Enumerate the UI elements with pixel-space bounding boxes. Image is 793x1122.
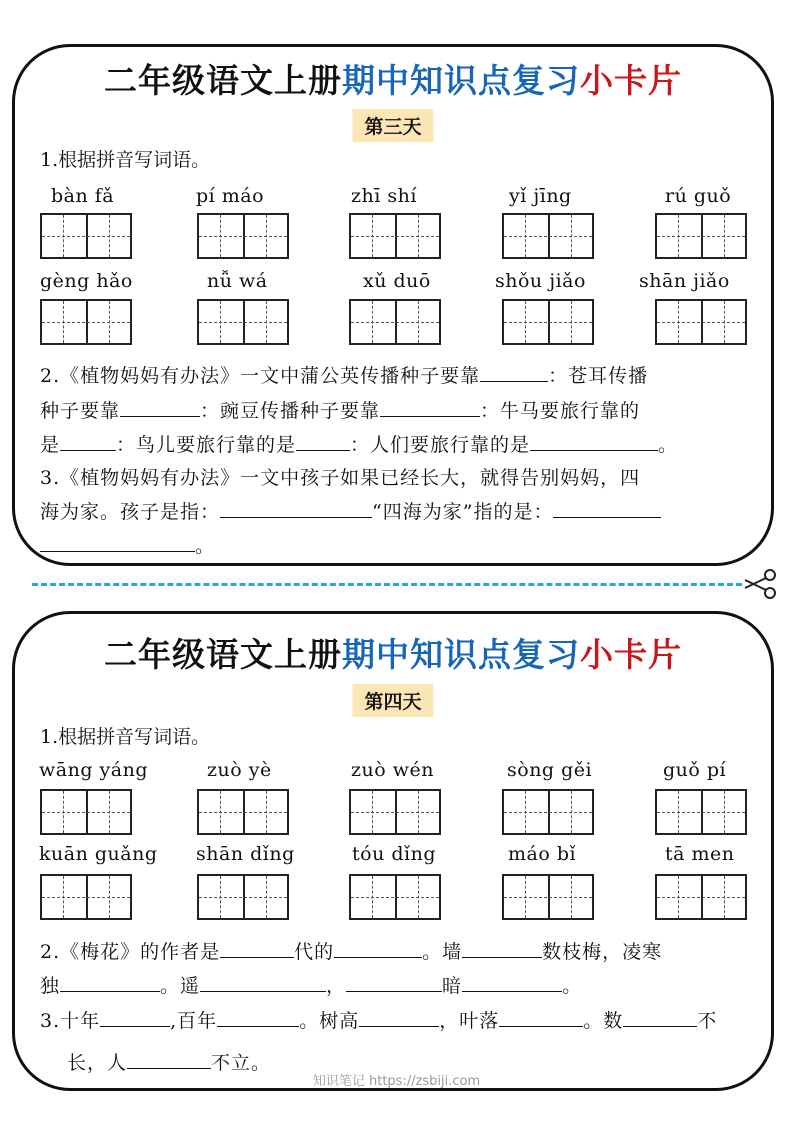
writing-grid[interactable]: [655, 874, 747, 920]
review-card-day3: [12, 44, 774, 566]
answer-blank[interactable]: [296, 432, 350, 451]
question-3-line: 海为家。孩子是指： “四海为家”指的是：: [40, 497, 661, 524]
writing-grid[interactable]: [197, 789, 289, 835]
question-3-line: 长，人 不立。: [67, 1052, 272, 1074]
pinyin-label: guǒ pí: [663, 759, 727, 781]
question-1-heading: 1.根据拼音写词语。: [40, 726, 211, 748]
pinyin-label: zuò yè: [207, 759, 272, 781]
answer-blank[interactable]: [346, 973, 442, 992]
pinyin-label: shān jiǎo: [639, 270, 730, 292]
writing-grid[interactable]: [197, 299, 289, 345]
question-3-line: 3.十年 ,百年 。树高 ，叶落 。数 不: [40, 1010, 718, 1032]
writing-grid[interactable]: [40, 874, 132, 920]
pinyin-label: kuān guǎng: [39, 843, 158, 865]
card-title: [15, 55, 771, 102]
title-part-black: 二年级语文上册: [104, 61, 342, 100]
title-part-red: 小卡片: [580, 635, 682, 674]
pinyin-label: zuò wén: [351, 759, 434, 781]
answer-blank[interactable]: [359, 1008, 439, 1027]
answer-blank[interactable]: [60, 973, 160, 992]
answer-blank[interactable]: [40, 533, 195, 552]
writing-grid[interactable]: [502, 874, 594, 920]
pinyin-label: tā men: [665, 843, 735, 865]
writing-grid[interactable]: [655, 789, 747, 835]
question-2-line: 是 ：鸟儿要旅行靠的是 ：人们要旅行靠的是 。: [40, 434, 679, 456]
answer-blank[interactable]: [60, 432, 116, 451]
pinyin-label: yǐ jīng: [509, 185, 572, 207]
writing-grid[interactable]: [197, 874, 289, 920]
question-2-line: 种子要靠 ：豌豆传播种子要靠 ：牛马要旅行靠的: [40, 400, 641, 422]
answer-blank[interactable]: [100, 1008, 170, 1027]
card-title: [15, 629, 771, 676]
pinyin-label: wāng yáng: [39, 759, 148, 781]
title-part-red: 小卡片: [580, 61, 682, 100]
writing-grid[interactable]: [349, 874, 441, 920]
writing-grid[interactable]: [40, 789, 132, 835]
answer-blank[interactable]: [462, 973, 562, 992]
answer-blank[interactable]: [217, 1008, 299, 1027]
answer-blank[interactable]: [623, 1008, 697, 1027]
answer-blank[interactable]: [220, 939, 294, 958]
question-1-heading: 1.根据拼音写词语。: [40, 149, 211, 171]
writing-grid[interactable]: [40, 299, 132, 345]
writing-grid[interactable]: [502, 789, 594, 835]
writing-grid[interactable]: [502, 299, 594, 345]
pinyin-label: sòng gěi: [507, 759, 593, 781]
question-2-line: 独 。遥 ， 暗 。: [40, 975, 583, 997]
review-card-day4: [12, 611, 774, 1091]
scissors-icon: [742, 568, 780, 600]
answer-blank[interactable]: [127, 1050, 211, 1069]
pinyin-label: gèng hǎo: [40, 270, 133, 292]
writing-grid[interactable]: [502, 213, 594, 259]
answer-blank[interactable]: [120, 398, 200, 417]
writing-grid[interactable]: [40, 213, 132, 259]
question-3-line: 3.《植物妈妈有办法》一文中孩子如果已经长大，就得告别妈妈，四: [40, 467, 641, 489]
answer-blank[interactable]: [480, 363, 548, 382]
writing-grid[interactable]: [197, 213, 289, 259]
answer-blank[interactable]: [200, 973, 326, 992]
day-label: 第四天: [352, 684, 433, 717]
writing-grid[interactable]: [655, 213, 747, 259]
pinyin-label: máo bǐ: [508, 843, 577, 865]
title-part-blue: 期中知识点复习: [342, 61, 580, 100]
answer-blank[interactable]: [499, 1008, 583, 1027]
pinyin-label: shān dǐng: [196, 843, 295, 865]
pinyin-label: zhī shí: [351, 185, 417, 207]
answer-blank[interactable]: [334, 939, 422, 958]
title-part-blue: 期中知识点复习: [342, 635, 580, 674]
pinyin-label: rú guǒ: [665, 185, 732, 207]
writing-grid[interactable]: [655, 299, 747, 345]
answer-blank[interactable]: [462, 939, 542, 958]
pinyin-label: pí máo: [196, 185, 265, 207]
answer-blank[interactable]: [220, 499, 372, 518]
question-3-line: 。: [40, 531, 215, 558]
question-2-line: 2.《梅花》的作者是 代的 。墙 数枝梅，凌寒: [40, 941, 663, 963]
title-part-black: 二年级语文上册: [104, 635, 342, 674]
pinyin-label: bàn fǎ: [51, 185, 115, 207]
writing-grid[interactable]: [349, 789, 441, 835]
pinyin-label: shǒu jiǎo: [495, 270, 586, 292]
writing-grid[interactable]: [349, 299, 441, 345]
question-2-line: 2.《植物妈妈有办法》一文中蒲公英传播种子要靠 ：苍耳传播: [40, 365, 649, 387]
day-label: 第三天: [352, 109, 433, 142]
pinyin-label: xǔ duō: [363, 270, 431, 292]
answer-blank[interactable]: [380, 398, 480, 417]
cut-line-divider: [32, 583, 742, 586]
pinyin-label: nǚ wá: [207, 270, 268, 292]
pinyin-label: tóu dǐng: [352, 843, 436, 865]
writing-grid[interactable]: [349, 213, 441, 259]
answer-blank[interactable]: [553, 499, 661, 518]
footer-watermark: 知识笔记 https://zsbiji.com: [312, 1074, 481, 1089]
answer-blank[interactable]: [530, 432, 658, 451]
